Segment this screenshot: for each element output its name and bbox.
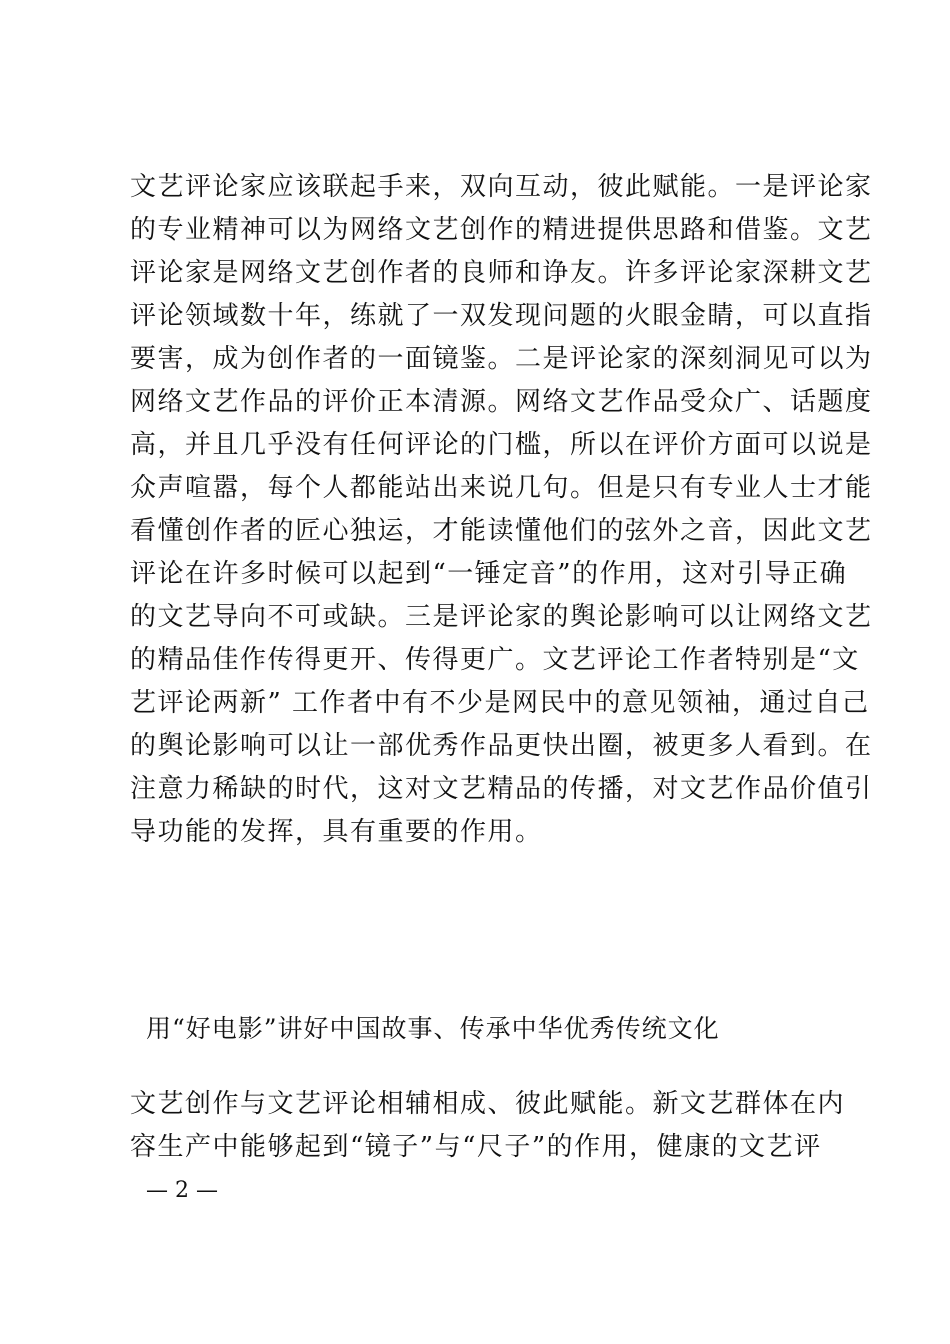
section-heading: 用“好电影”讲好中国故事、传承中华优秀传统文化 — [146, 1014, 720, 1043]
paragraph-line: 文艺评论家应该联起手来，双向互动，彼此赋能。一是评论家 — [130, 172, 873, 202]
paragraph-line: 导功能的发挥，具有重要的作用。 — [130, 817, 543, 847]
paragraph-line: 的专业精神可以为网络文艺创作的精进提供思路和借鉴。文艺 — [130, 215, 873, 245]
paragraph-line: 众声喧嚣，每个人都能站出来说几句。但是只有专业人士才能 — [130, 473, 873, 503]
page-number: — 2 — — [146, 1178, 218, 1203]
paragraph-line: 要害，成为创作者的一面镜鉴。二是评论家的深刻洞见可以为 — [130, 344, 873, 374]
paragraph-line: 文艺创作与文艺评论相辅相成、彼此赋能。新文艺群体在内 — [130, 1089, 846, 1119]
paragraph-line: 看懂创作者的匠心独运，才能读懂他们的弦外之音，因此文艺 — [130, 516, 873, 546]
paragraph-line: 网络文艺作品的评价正本清源。网络文艺作品受众广、话题度 — [130, 387, 873, 417]
paragraph-line: 容生产中能够起到“镜子”与“尺子”的作用，健康的文艺评 — [130, 1132, 822, 1162]
paragraph-line: 艺评论两新” 工作者中有不少是网民中的意见领袖，通过自己 — [130, 688, 870, 718]
paragraph-line: 高，并且几乎没有任何评论的门槛，所以在评价方面可以说是 — [130, 430, 873, 460]
paragraph-line: 评论家是网络文艺创作者的良师和诤友。许多评论家深耕文艺 — [130, 258, 873, 288]
paragraph-line: 的文艺导向不可或缺。三是评论家的舆论影响可以让网络文艺 — [130, 602, 873, 632]
paragraph-line: 评论领域数十年，练就了一双发现问题的火眼金睛，可以直指 — [130, 301, 873, 331]
paragraph-line: 的舆论影响可以让一部优秀作品更快出圈，被更多人看到。在 — [130, 731, 873, 761]
paragraph-line: 评论在许多时候可以起到“一锤定音”的作用，这对引导正确 — [130, 559, 848, 589]
paragraph-line: 注意力稀缺的时代，这对文艺精品的传播，对文艺作品价值引 — [130, 774, 873, 804]
paragraph-line: 的精品佳作传得更开、传得更广。文艺评论工作者特别是“文 — [130, 645, 860, 675]
